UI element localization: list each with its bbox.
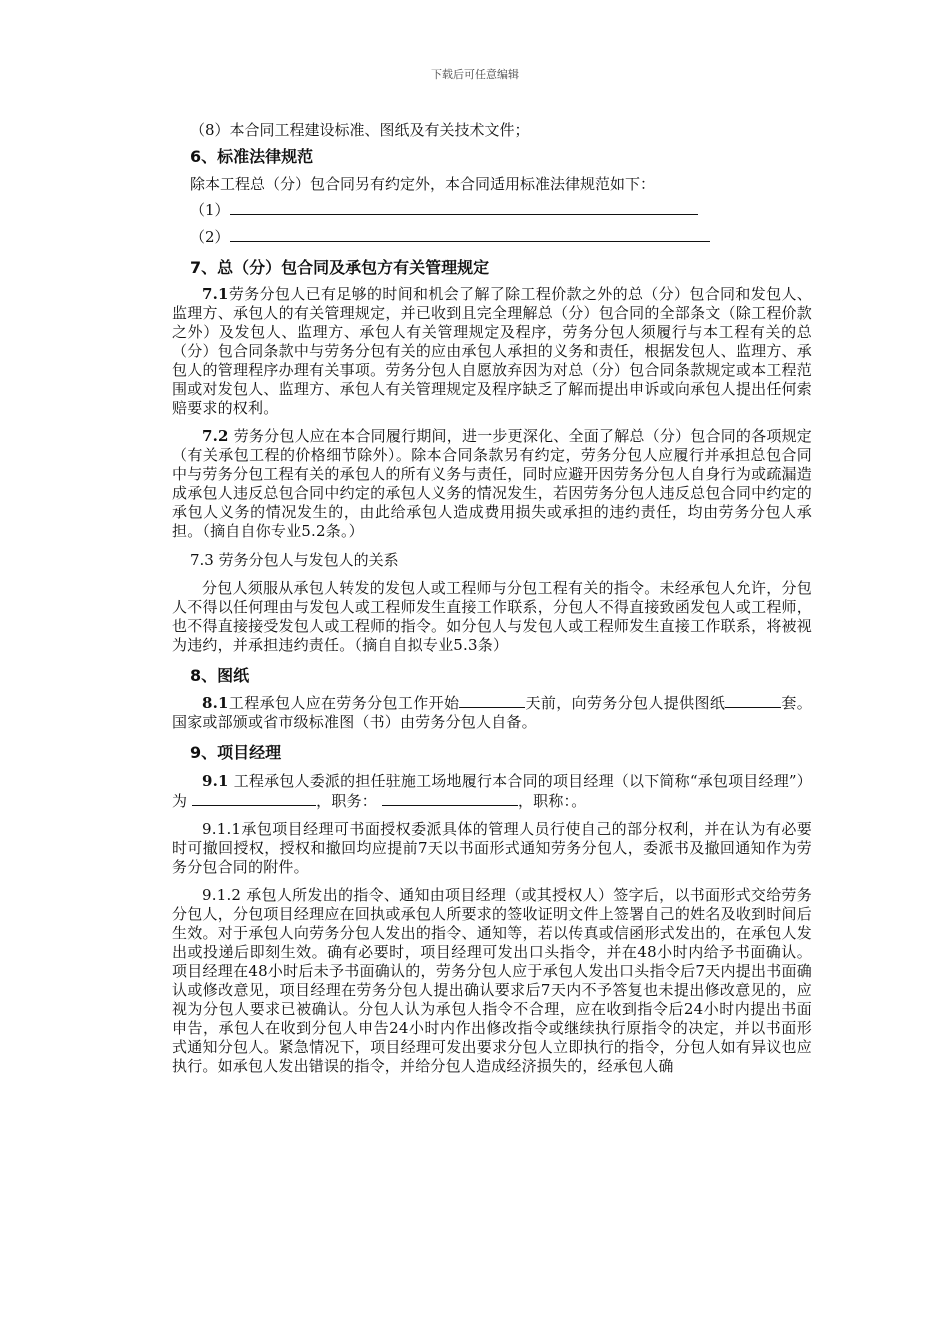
paragraph-8-1-text-a: 工程承包人应在劳务分包工作开始	[228, 694, 460, 712]
paragraph-7-1	[172, 285, 812, 418]
paragraph-9-1-2: 9.1.2 承包人所发出的指令、通知由项目经理（或其授权人）签字后，以书面形式交给劳务分包人，分包项目经理应在回执或承包人所要求的签收证明文件上签署自己的姓名及收到时间后生效。对于承包人向劳务分包人发出的指令、通知等，若以传真或信函形式发出的，在承包人发出或投递后即刻生效。确有必要时，项目经理可发出口头指令，并在48小时内给予书面确认。项目经理在48小时后未予书面确认的，劳务分包人应于承包人发出口头指令后7天内提出书面确认或修改意见，项目经理在劳务分包人提出确认要求后7天内不予答复也未提出修改意见的，应视为分包人要求已被确认。分包人认为承包人指令不合理，应在收到指令后24小时内提出书面申告，承包人在收到分包人申告24小时内作出修改指令或继续执行原指令的决定，并以书面形式通知分包人。紧急情况下，项目经理可发出要求分包人立即执行的指令，分包人如有异议也应执行。如承包人发出错误的指令，并给分包人造成经济损失的，经承包人确	[172, 886, 812, 1075]
sets-blank	[725, 693, 781, 708]
blank-1-line	[230, 200, 698, 215]
standard-blank-2	[190, 227, 812, 247]
standard-blank-1	[190, 200, 812, 220]
paragraph-7-1-text: 劳务分包人已有足够的时间和机会了解了除工程价款之外的总（分）包合同和发包人、监理方、承包人的有关管理规定，并已收到且完全理解总（分）包合同的全部条文（除工程价款之外）及发包人、监理方、承包人有关管理规定及程序，劳务分包人须履行与本工程有关的总（分）包合同条款中与劳务分包有关的应由承包人承担的义务和责任，根据发包人、监理方、承包人的管理程序办理有关事项。劳务分包人自愿放弃因为对总（分）包合同条款规定或本工程范围或对发包人、监理方、承包人有关管理规定及程序缺乏了解而提出申诉或向承包人提出任何索赔要求的权利。	[172, 285, 812, 417]
position-blank	[382, 791, 518, 806]
paragraph-7-3-title: 7.3 劳务分包人与发包人的关系	[190, 551, 399, 569]
item-8-line: （8）本合同工程建设标准、图纸及有关技术文件；	[190, 121, 530, 139]
paragraph-7-2-text: 劳务分包人应在本合同履行期间，进一步更深化、全面了解总（分）包合同的各项规定（有关承包工程的价格细节除外）。除本合同条款另有约定，劳务分包人应履行并承担总包合同中与劳务分包工程有关的承包人的所有义务与责任，同时应避开因劳务分包人自身行为或疏漏造成承包人违反总包合同中约定的承包人义务的情况发生，若因劳务分包人违反总包合同中约定的承包人义务的情况发生的，由此给承包人造成费用损失或承担的违约责任，均由劳务分包人承担。（摘自自你专业5.2条。）	[172, 427, 813, 540]
paragraph-7-1-number: 7.1	[202, 285, 229, 303]
document-body	[172, 120, 812, 1076]
paragraph-9-1-text-a: 工程承包人委派的担任驻施工场地履行本合同的项目经理（以下简称“承包项目经理”）为	[172, 772, 812, 810]
paragraph-9-1	[172, 772, 812, 811]
section-9-title: 9、项目经理	[190, 743, 282, 762]
paragraph-8-1-text-b: 天前，向劳务分包人提供图纸	[525, 694, 726, 712]
paragraph-7-2	[172, 427, 812, 541]
section-7-title: 7、总（分）包合同及承包方有关管理规定	[190, 258, 490, 277]
paragraph-9-1-1: 9.1.1承包项目经理可书面授权委派具体的管理人员行使自己的部分权利，并在认为有必要时可撤回授权，授权和撤回均应提前7天以书面形式通知劳务分包人，委派书及撤回通知作为劳务分包合同的附件。	[172, 820, 812, 876]
paragraph-8-1	[172, 693, 812, 732]
paragraph-9-1-text-b: ，职务：	[316, 792, 377, 810]
blank-2-line	[230, 227, 710, 242]
paragraph-9-1-end: 。	[571, 792, 587, 810]
blank-2-label: （2）	[190, 228, 230, 246]
section-8-title: 8、图纸	[190, 666, 250, 685]
blank-1-label: （1）	[190, 201, 230, 219]
paragraph-7-3: 分包人须服从承包人转发的发包人或工程师与分包工程有关的指令。未经承包人允许，分包人不得以任何理由与发包人或工程师发生直接工作联系，分包人不得直接致函发包人或工程师，也不得直接接受发包人或工程师的指令。如分包人与发包人或工程师发生直接工作联系，将被视为违约，并承担违约责任。（摘自自拟专业5.3条）	[172, 579, 812, 654]
manager-name-blank	[192, 791, 316, 806]
paragraph-7-2-number: 7.2	[202, 427, 229, 445]
paragraph-9-1-number: 9.1	[202, 772, 229, 790]
section-6-intro: 除本工程总（分）包合同另有约定外，本合同适用标准法律规范如下：	[190, 175, 656, 193]
paragraph-9-1-text-c: ，职称：	[517, 792, 572, 810]
days-blank	[459, 693, 525, 708]
paragraph-8-1-number: 8.1	[202, 694, 229, 712]
page-header: 下载后可任意编辑	[431, 68, 519, 81]
paragraph-8-1-text-c: 套。国家或部颁或省市级标准图（书）由劳务分包人自备。	[172, 694, 812, 731]
section-6-title: 6、标准法律规范	[190, 147, 314, 166]
